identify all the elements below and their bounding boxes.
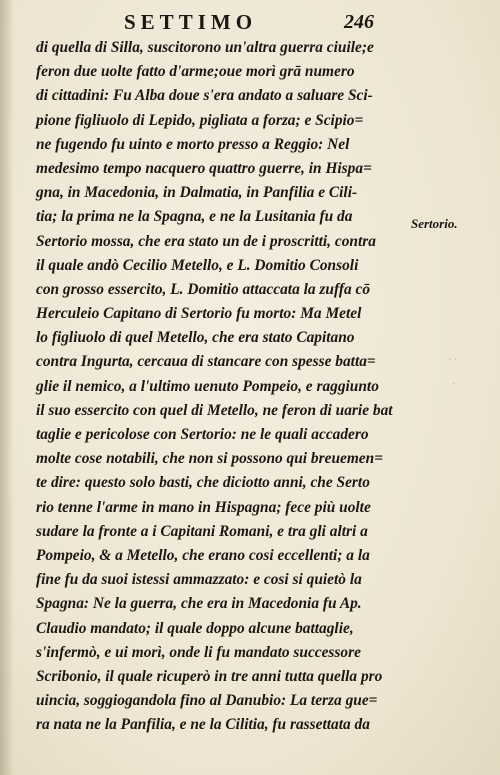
show-through-mark: · · bbox=[448, 352, 457, 366]
text-line: ra nata ne la Panfilia, e ne la Cilitia, fu rassettata da bbox=[36, 716, 370, 734]
text-line: Pompeio, & a Metello, che erano cosi eccellenti; a la bbox=[36, 546, 370, 564]
text-line: s'infermò, e ui morì, onde li fu mandato successore bbox=[36, 643, 361, 661]
text-line: te dire: questo solo basti, che diciotto anni, che Serto bbox=[36, 474, 370, 492]
text-line: Scribonio, il quale ricuperò in tre anni tutta quella pro bbox=[36, 667, 383, 685]
text-line: il suo essercito con quel di Metello, ne feron di uarie bat bbox=[36, 401, 393, 419]
gutter-shadow bbox=[0, 0, 14, 775]
text-line: Herculeio Capitano di Sertorio fu morto: Ma Metel bbox=[36, 305, 362, 323]
text-line: taglie e pericolose con Sertorio: ne le quali accadero bbox=[36, 426, 369, 443]
running-head: SETTIMO bbox=[124, 10, 258, 34]
text-line: sudare la fronte a i Capitani Romani, e tra gli altri a bbox=[36, 522, 368, 540]
text-line: lo figliuolo di quel Metello, che era stato Capitano bbox=[36, 329, 355, 347]
text-line: glie il nemico, a l'ultimo uenuto Pompeio, e raggiunto bbox=[36, 377, 379, 395]
text-line: uincia, soggiogandola fino al Danubio: La terza gue= bbox=[36, 692, 378, 710]
text-line: ne fugendo fu uinto e morto presso a Reggio: Nel bbox=[36, 135, 350, 153]
text-line: di cittadini: Fu Alba doue s'era andato a saluare Sci- bbox=[36, 87, 373, 105]
text-line: molte cose notabili, che non si possono qui breuemen= bbox=[36, 450, 383, 468]
text-line: gna, in Macedonia, in Dalmatia, in Panfilia e Cili- bbox=[36, 184, 358, 202]
text-line: rio tenne l'arme in mano in Hispagna; fece più uolte bbox=[36, 498, 371, 516]
body-text bbox=[36, 36, 402, 737]
margin-note: Sertorio. bbox=[411, 216, 458, 231]
text-line: medesimo tempo nacquero quattro guerre, in Hispa= bbox=[36, 159, 372, 177]
text-line: fine fu da suoi istessi ammazzato: e cosi si quietò la bbox=[36, 571, 362, 589]
text-line: pione figliuolo di Lepido, pigliata a forza; e Scipio= bbox=[36, 111, 364, 129]
text-line: con grosso essercito, L. Domitio attaccata la zuffa cō bbox=[36, 280, 371, 298]
show-through-mark: · bbox=[452, 376, 455, 390]
text-line: il quale andò Cecilio Metello, e L. Domitio Consoli bbox=[36, 256, 359, 274]
text-line: Claudio mandato; il quale doppo alcune battaglie, bbox=[36, 619, 354, 637]
text-line: feron due uolte fatto d'arme;oue morì grā numero bbox=[36, 63, 355, 81]
page-header bbox=[40, 6, 460, 36]
text-line: contra Ingurta, cercaua di stancare con spesse batta= bbox=[36, 353, 376, 371]
text-line: di quella di Silla, suscitorono un'altra guerra ciuile;e bbox=[36, 39, 374, 56]
page-number: 246 bbox=[344, 11, 374, 33]
text-line: tia; la prima ne la Spagna, e ne la Lusitania fu da bbox=[36, 208, 353, 226]
text-line: Sertorio mossa, che era stato un de i proscritti, contra bbox=[36, 232, 376, 250]
text-line: Spagna: Ne la guerra, che era in Macedonia fu Ap. bbox=[36, 595, 362, 613]
